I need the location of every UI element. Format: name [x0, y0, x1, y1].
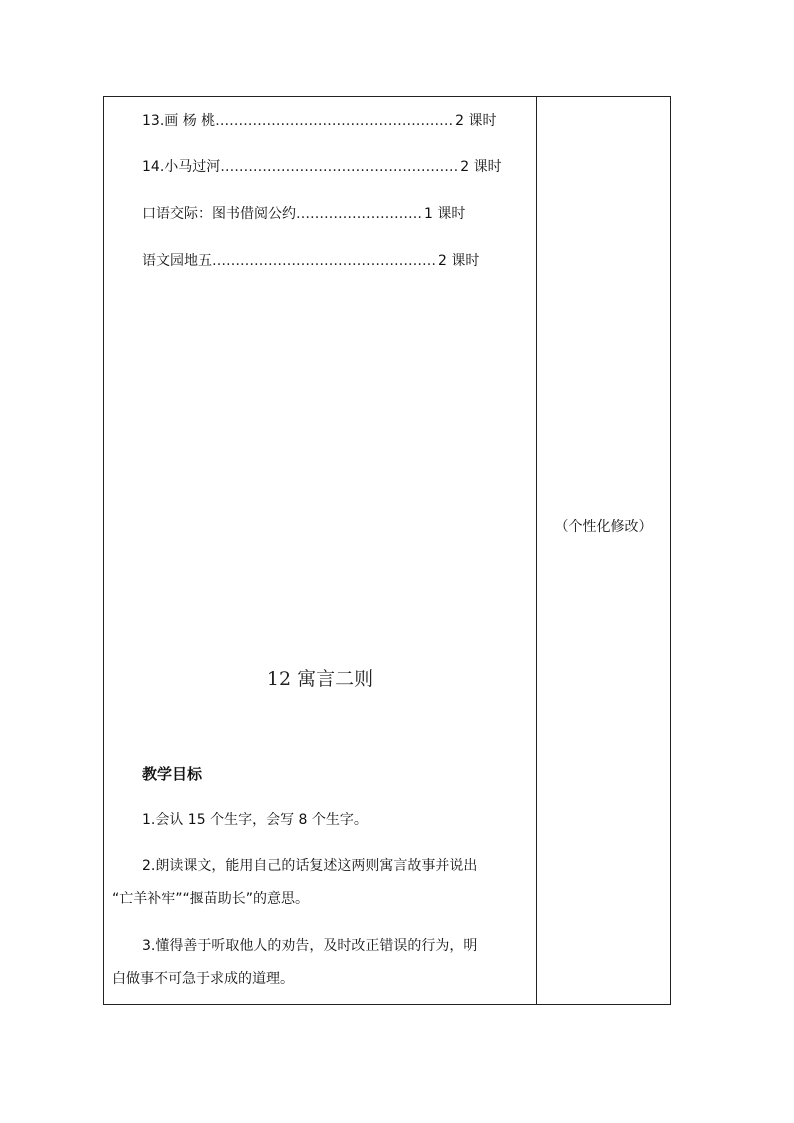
goal-item: 3.懂得善于听取他人的劝告，及时改正错误的行为，明 [142, 938, 478, 954]
personalized-revision-note: （个性化修改） [554, 519, 653, 535]
schedule-item-hours: 2 课时 [455, 113, 497, 129]
schedule-item-label: 口语交际：图书借阅公约 [142, 206, 296, 222]
schedule-item-label: 14.小马过河 [142, 159, 221, 175]
schedule-item [142, 204, 465, 224]
schedule-item-label: 13.画 杨 桃 [142, 113, 216, 129]
leader-dots: ……………………… [296, 206, 422, 222]
goals-heading: 教学目标 [142, 765, 203, 783]
content-cell [104, 97, 536, 1004]
schedule-item [142, 251, 479, 271]
goal-item-continuation: 白做事不可急于求成的道理。 [112, 971, 294, 987]
goal-item-continuation: “亡羊补牢”“揠苗助长”的意思。 [112, 891, 310, 907]
schedule-item-label: 语文园地五 [142, 253, 212, 269]
lesson-plan-table [103, 96, 671, 1005]
goal-item: 1.会认 15 个生字，会写 8 个生字。 [142, 812, 368, 828]
notes-cell [537, 97, 670, 1004]
schedule-item [142, 111, 497, 131]
leader-dots: …………………………………………… [215, 113, 454, 129]
schedule-item-hours: 1 课时 [424, 206, 466, 222]
lesson-title: 12 寓言二则 [266, 668, 374, 690]
goal-item: 2.朗读课文，能用自己的话复述这两则寓言故事并说出 [142, 858, 478, 874]
leader-dots: ………………………………………… [212, 253, 436, 269]
schedule-item [142, 157, 502, 177]
schedule-item-hours: 2 课时 [438, 253, 480, 269]
schedule-item-hours: 2 课时 [460, 159, 502, 175]
leader-dots: …………………………………………… [220, 159, 459, 175]
